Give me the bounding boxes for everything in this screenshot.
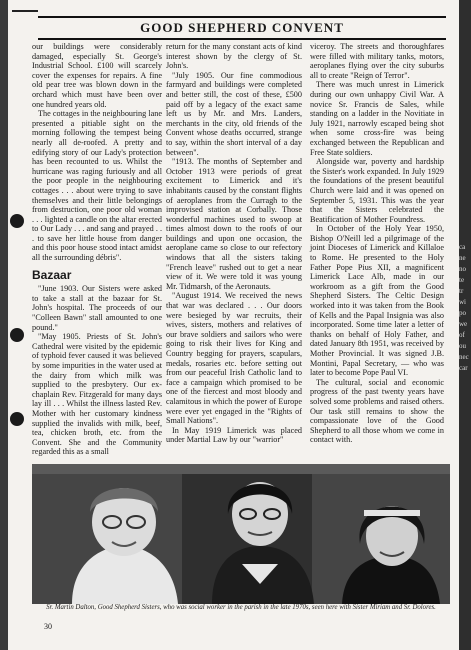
paragraph: "July 1905. Our fine commodious farmyard and buildings were completed and better still, the cost of these, £500 paid off by a legacy of the exact same left us by Mr. and Mrs. Landers, merchants in the city, old friends of the Convent whose deaths occurred, strange to say, within the short interval of a day between".	[166, 70, 302, 157]
paragraph: return for the many constant acts of kind interest shown by the clergy of St. John's.	[166, 42, 302, 71]
photo-caption: Sr. Martin Dalton, Good Shepherd Sisters, who was social worker in the parish in the late 1970s, seen here with Sister Miriam and Sr. Dolores.	[46, 604, 436, 611]
paragraph: our buildings were considerably damaged, especially St. George's Industrial School. £100 will scarcely cover the expenses for repairs. A fine old pear tree was blown down in the orchard which must have been over one hundred years old.	[32, 42, 162, 109]
binder-hole	[10, 328, 24, 342]
page-header	[38, 16, 446, 40]
paragraph: "August 1914. We received the news that war was declared . . . Our doors were besieged by war recruits, their wives, sisters, mothers and relatives of our brave soldiers and sailors who were going to risk their lives for King and Country begging for prayers, scapulars, medals, rosaries etc. before setting out from our peaceful Irish Catholic land to face a campaign which promised to be one of the fiercest and most bloody and calamitous in which the power of Europe were ever yet engaged in the "Rights of Small Nations".	[166, 291, 302, 426]
text-column-3	[310, 42, 444, 445]
section-heading: Bazaar	[32, 267, 72, 282]
text-column-2	[166, 42, 302, 445]
paragraph: "May 1905. Priests of St. John's Cathedral were visited by the epidemic of typhoid fever caused it was believed by some impurities in the water used at the dairy from which milk was supplied to the presbytery. Our ex-chaplain Rev. Fitzgerald for many days lay ill . . . Whilst the illness lasted Rev. Mother with her customary kindness supplied the invalids with milk, beef, tea, chicken broth, etc. from the Convent. She and the Community regarded this as a small	[32, 332, 162, 457]
binder-hole	[10, 412, 24, 426]
photo-illustration	[32, 464, 450, 604]
paragraph: Alongside war, poverty and hardship the Sister's work expanded. In July 1929 the foundations of the present beautiful Church were laid and it was opened on September 5, 1931. This was the year that the Sisters celebrated the Beatification of Mother Foundress.	[310, 157, 444, 224]
group-photo	[32, 464, 450, 604]
magazine-page	[8, 0, 459, 650]
text-column-1	[32, 42, 162, 457]
paragraph: In October of the Holy Year 1950, Bishop O'Neill led a pilgrimage of the joint Dioceses of Limerick and Killaloe to Rome. He presented to the Holy Father Pope Pius XII, a magnificent Limerick Lace Alb, made in our workroom as a gift from the Good Shepherd Sisters. The Celtic Design worked into it was taken from the Book of Kells and the Papal Insignia was also incorporated. Some time later a letter of thanks on behalf of Holy Father, and dated January 8th 1951, was received by Mother Provincial. It was signed J.B. Montini, Papal Secretary, — who was later to become Pope Paul VI.	[310, 224, 444, 378]
paragraph: In May 1919 Limerick was placed under Martial Law by our "warrior"	[166, 425, 302, 445]
page-title: GOOD SHEPHERD CONVENT	[140, 20, 344, 35]
paragraph: There was much unrest in Limerick during our own unhappy Civil War. A novice Sr. Francis de Sales, while standing on a ladder in the Novitiate in July 1921, narrowly escaped being shot when some cross-fire was being exchanged between the Republican and Free State soldiers.	[310, 80, 444, 157]
paragraph: The cultural, social and economic progress of the past twenty years have solved some problems and raised others. Our task still remains to show the compassionate love of the Good Shepherd to all those whom we come in contact with.	[310, 377, 444, 445]
binder-hole	[10, 214, 24, 228]
top-rule	[12, 10, 38, 12]
paragraph: The cottages in the neighbouring lane presented a pitiable sight on the morning following the tempest being nearly all de-roofed. A pretty and edifying story of our Lady's protection has been recounted to us. Whilst the hurricane was raging furiously and all the poor people in the neighbouring cottages . . . about were trying to save themselves and their little belongings from destruction, one poor old woman . . . lighted a candle on the altar erected to Our Lady . . . and sang and prayed . . . to save her little house from danger and this poor house stood intact amidst all the surrounding débris".	[32, 109, 162, 263]
page-number: 30	[44, 622, 52, 631]
scan-left-edge	[0, 0, 8, 650]
paragraph: viceroy. The streets and thoroughfares were filled with military tanks, motors, aeroplanes flying over the city suburbs all to create "Reign of Terror".	[310, 42, 444, 80]
scan-right-edge	[459, 0, 471, 650]
paragraph: "June 1903. Our Sisters were asked to take a stall at the bazaar for St. John's hospital. The proceeds of our "Colleen Bawn" stall amounted to one pound."	[32, 284, 162, 332]
adjacent-page-fragment: ca ne no te tr wi po we of ou nec car	[459, 243, 469, 372]
paragraph: "1913. The months of September and October 1913 were periods of great excitement to Limerick and it's inhabitants caused by the constant flights of aeroplanes from the Curragh to the improvised station at Corbally. Those wonderful machines used to swoop at times almost down to the roofs of our buildings and upon one occasion, the aeroplane came so close to our refectory windows that all the sisters taking "French leave" rushed out to get a near view of it. We were told it was young Mr. Tidmarsh, of the Aeronauts.	[166, 157, 302, 291]
